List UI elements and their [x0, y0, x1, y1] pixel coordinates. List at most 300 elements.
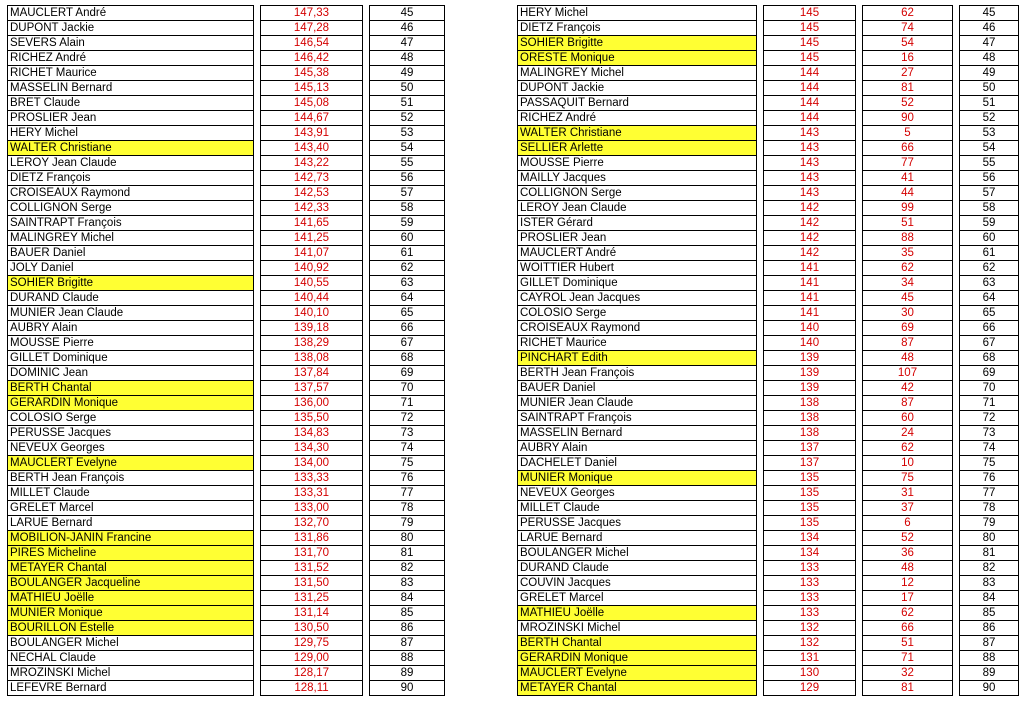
points-cell: 52: [863, 531, 953, 546]
column-gap: [757, 291, 764, 306]
rank-cell: 65: [960, 306, 1019, 321]
player-name: PASSAQUIT Bernard: [518, 96, 757, 111]
column-gap: [363, 81, 370, 96]
column-gap: [856, 186, 863, 201]
rank-cell: 62: [960, 261, 1019, 276]
column-gap: [363, 576, 370, 591]
points-cell: 75: [863, 471, 953, 486]
table-row: [518, 576, 1019, 591]
rank-cell: 58: [960, 201, 1019, 216]
player-name: [8, 576, 254, 591]
points-cell: 32: [863, 666, 953, 681]
table-row: [518, 66, 1019, 81]
column-gap: [856, 501, 863, 516]
player-name: WOITTIER Hubert: [518, 261, 757, 276]
rank-cell: 54: [960, 141, 1019, 156]
table-row: [518, 561, 1019, 576]
points-cell: 35: [863, 246, 953, 261]
rank-cell: 80: [370, 531, 445, 546]
column-gap: [254, 666, 261, 681]
column-gap: [757, 411, 764, 426]
column-gap: [757, 366, 764, 381]
score-cell: 134,00: [261, 456, 363, 471]
column-gap: [757, 276, 764, 291]
player-name: BERTH Jean François: [518, 366, 757, 381]
rank-cell: 84: [960, 591, 1019, 606]
points-cell: 10: [863, 456, 953, 471]
score-cell: 138: [764, 426, 856, 441]
player-name: [518, 681, 757, 696]
rank-cell: 63: [960, 276, 1019, 291]
highlighted-name: METAYER Chantal: [8, 561, 253, 575]
score-cell: 133,31: [261, 486, 363, 501]
score-cell: 141: [764, 276, 856, 291]
score-cell: 134,30: [261, 441, 363, 456]
column-gap: [363, 141, 370, 156]
table-row: [518, 96, 1019, 111]
rank-cell: 87: [370, 636, 445, 651]
column-gap: [363, 411, 370, 426]
score-cell: 145: [764, 21, 856, 36]
player-name: SAINTRAPT François: [8, 216, 254, 231]
rank-cell: 86: [960, 621, 1019, 636]
highlighted-name: MATHIEU Joëlle: [518, 606, 756, 620]
score-cell: 138: [764, 396, 856, 411]
rank-cell: 56: [370, 171, 445, 186]
player-name: PROSLIER Jean: [8, 111, 254, 126]
player-name: COLLIGNON Serge: [8, 201, 254, 216]
score-cell: 142: [764, 231, 856, 246]
column-gap: [254, 546, 261, 561]
column-gap: [757, 216, 764, 231]
column-gap: [757, 186, 764, 201]
player-name: RICHET Maurice: [8, 66, 254, 81]
column-gap: [953, 411, 960, 426]
column-gap: [363, 306, 370, 321]
score-cell: 135: [764, 471, 856, 486]
column-gap: [953, 351, 960, 366]
column-gap: [363, 261, 370, 276]
column-gap: [254, 471, 261, 486]
column-gap: [254, 81, 261, 96]
rank-cell: 51: [370, 96, 445, 111]
column-gap: [953, 141, 960, 156]
column-gap: [254, 336, 261, 351]
player-name: MOUSSE Pierre: [8, 336, 254, 351]
column-gap: [757, 561, 764, 576]
score-cell: 141,07: [261, 246, 363, 261]
table-row: [8, 486, 445, 501]
column-gap: [856, 441, 863, 456]
column-gap: [856, 321, 863, 336]
player-name: MAUCLERT André: [518, 246, 757, 261]
rank-cell: 50: [370, 81, 445, 96]
score-cell: 133: [764, 606, 856, 621]
player-name: MUNIER Jean Claude: [8, 306, 254, 321]
score-cell: 137: [764, 441, 856, 456]
column-gap: [363, 681, 370, 696]
player-name: MASSELIN Bernard: [518, 426, 757, 441]
highlighted-name: MAUCLERT Evelyne: [518, 666, 756, 680]
player-name: MALINGREY Michel: [8, 231, 254, 246]
score-cell: 132: [764, 636, 856, 651]
points-cell: 77: [863, 156, 953, 171]
rank-cell: 77: [370, 486, 445, 501]
rank-cell: 76: [960, 471, 1019, 486]
column-gap: [953, 66, 960, 81]
table-row: [518, 666, 1019, 681]
rank-cell: 75: [370, 456, 445, 471]
score-cell: 145: [764, 36, 856, 51]
table-row: [518, 336, 1019, 351]
player-name: MAILLY Jacques: [518, 171, 757, 186]
column-gap: [757, 51, 764, 66]
table-row: [518, 486, 1019, 501]
score-cell: 145: [764, 51, 856, 66]
player-name: PROSLIER Jean: [518, 231, 757, 246]
rank-cell: 62: [370, 261, 445, 276]
table-row: [518, 261, 1019, 276]
rank-cell: 79: [370, 516, 445, 531]
column-gap: [953, 96, 960, 111]
player-name: HERY Michel: [8, 126, 254, 141]
column-gap: [363, 96, 370, 111]
table-row: [8, 516, 445, 531]
column-gap: [363, 471, 370, 486]
rank-cell: 59: [960, 216, 1019, 231]
player-name: CROISEAUX Raymond: [518, 321, 757, 336]
player-name: MALINGREY Michel: [518, 66, 757, 81]
highlighted-name: BERTH Chantal: [518, 636, 756, 650]
rank-cell: 57: [960, 186, 1019, 201]
score-cell: 139,18: [261, 321, 363, 336]
points-cell: 30: [863, 306, 953, 321]
column-gap: [757, 246, 764, 261]
column-gap: [757, 231, 764, 246]
table-row: [8, 501, 445, 516]
column-gap: [757, 111, 764, 126]
player-name: GRELET Marcel: [8, 501, 254, 516]
score-cell: 144: [764, 111, 856, 126]
table-row: [518, 606, 1019, 621]
player-name: AUBRY Alain: [518, 441, 757, 456]
rank-cell: 52: [960, 111, 1019, 126]
score-cell: 131,50: [261, 576, 363, 591]
column-gap: [856, 141, 863, 156]
player-name: NEVEUX Georges: [8, 441, 254, 456]
column-gap: [856, 531, 863, 546]
column-gap: [363, 276, 370, 291]
column-gap: [757, 531, 764, 546]
player-name: [8, 621, 254, 636]
score-cell: 133: [764, 561, 856, 576]
rank-cell: 68: [370, 351, 445, 366]
column-gap: [363, 546, 370, 561]
column-gap: [757, 261, 764, 276]
column-gap: [856, 201, 863, 216]
column-gap: [856, 81, 863, 96]
table-row: [8, 261, 445, 276]
player-name: LEROY Jean Claude: [518, 201, 757, 216]
player-name: BOULANGER Michel: [518, 546, 757, 561]
rank-cell: 57: [370, 186, 445, 201]
column-gap: [856, 486, 863, 501]
column-gap: [757, 351, 764, 366]
column-gap: [254, 111, 261, 126]
column-gap: [953, 171, 960, 186]
player-name: MASSELIN Bernard: [8, 81, 254, 96]
rank-cell: 85: [370, 606, 445, 621]
score-cell: 131,86: [261, 531, 363, 546]
column-gap: [953, 231, 960, 246]
column-gap: [856, 471, 863, 486]
column-gap: [254, 291, 261, 306]
score-cell: 141,65: [261, 216, 363, 231]
column-gap: [254, 261, 261, 276]
column-gap: [953, 336, 960, 351]
player-name: DIETZ François: [518, 21, 757, 36]
highlighted-name: BOULANGER Jacqueline: [8, 576, 253, 590]
score-cell: 142: [764, 201, 856, 216]
highlighted-name: MUNIER Monique: [8, 606, 253, 620]
column-gap: [254, 201, 261, 216]
column-gap: [856, 366, 863, 381]
table-row: [518, 441, 1019, 456]
column-gap: [363, 201, 370, 216]
rank-cell: 84: [370, 591, 445, 606]
player-name: RICHET Maurice: [518, 336, 757, 351]
player-name: MAUCLERT André: [8, 6, 254, 21]
column-gap: [953, 381, 960, 396]
score-cell: 135: [764, 501, 856, 516]
points-cell: 42: [863, 381, 953, 396]
highlighted-name: BERTH Chantal: [8, 381, 253, 395]
column-gap: [254, 36, 261, 51]
column-gap: [757, 621, 764, 636]
column-gap: [953, 501, 960, 516]
column-gap: [254, 366, 261, 381]
highlighted-name: GERARDIN Monique: [518, 651, 756, 665]
rank-cell: 59: [370, 216, 445, 231]
column-gap: [254, 396, 261, 411]
column-gap: [953, 6, 960, 21]
table-row: [8, 276, 445, 291]
column-gap: [254, 561, 261, 576]
score-cell: 141,25: [261, 231, 363, 246]
column-gap: [856, 411, 863, 426]
player-name: SEVERS Alain: [8, 36, 254, 51]
rank-cell: 48: [370, 51, 445, 66]
column-gap: [254, 306, 261, 321]
score-cell: 139: [764, 351, 856, 366]
column-gap: [757, 306, 764, 321]
points-cell: 81: [863, 81, 953, 96]
column-gap: [363, 381, 370, 396]
score-cell: 143: [764, 156, 856, 171]
table-row: [8, 336, 445, 351]
highlighted-name: GERARDIN Monique: [8, 396, 253, 410]
table-row: [518, 531, 1019, 546]
rank-cell: 83: [960, 576, 1019, 591]
table-row: [518, 636, 1019, 651]
rank-cell: 48: [960, 51, 1019, 66]
rank-cell: 78: [960, 501, 1019, 516]
column-gap: [363, 531, 370, 546]
points-cell: 90: [863, 111, 953, 126]
player-name: BRET Claude: [8, 96, 254, 111]
points-cell: 81: [863, 681, 953, 696]
score-cell: 140,55: [261, 276, 363, 291]
points-cell: 71: [863, 651, 953, 666]
column-gap: [254, 621, 261, 636]
points-cell: 54: [863, 36, 953, 51]
player-name: [8, 561, 254, 576]
rank-cell: 47: [370, 36, 445, 51]
column-gap: [757, 381, 764, 396]
player-name: CROISEAUX Raymond: [8, 186, 254, 201]
highlighted-name: WALTER Christiane: [518, 126, 756, 140]
highlighted-name: MUNIER Monique: [518, 471, 756, 485]
column-gap: [856, 51, 863, 66]
column-gap: [856, 546, 863, 561]
rank-cell: 78: [370, 501, 445, 516]
rank-cell: 89: [370, 666, 445, 681]
column-gap: [856, 111, 863, 126]
points-cell: 24: [863, 426, 953, 441]
table-row: [8, 411, 445, 426]
player-name: DOMINIC Jean: [8, 366, 254, 381]
score-cell: 132: [764, 621, 856, 636]
table-row: [8, 66, 445, 81]
points-cell: 12: [863, 576, 953, 591]
column-gap: [254, 21, 261, 36]
column-gap: [757, 66, 764, 81]
column-gap: [856, 606, 863, 621]
column-gap: [363, 21, 370, 36]
score-cell: 141: [764, 261, 856, 276]
player-name: [8, 381, 254, 396]
table-row: [8, 366, 445, 381]
score-cell: 137,57: [261, 381, 363, 396]
rank-cell: 47: [960, 36, 1019, 51]
player-name: [8, 546, 254, 561]
column-gap: [363, 426, 370, 441]
score-cell: 144: [764, 81, 856, 96]
rank-cell: 77: [960, 486, 1019, 501]
player-name: GILLET Dominique: [518, 276, 757, 291]
score-cell: 139: [764, 366, 856, 381]
player-name: [518, 351, 757, 366]
score-cell: 143,40: [261, 141, 363, 156]
highlighted-name: SELLIER Arlette: [518, 141, 756, 155]
table-row: [518, 291, 1019, 306]
column-gap: [757, 126, 764, 141]
column-gap: [953, 441, 960, 456]
highlighted-name: MOBILION-JANIN Francine: [8, 531, 253, 545]
rank-cell: 67: [960, 336, 1019, 351]
rank-cell: 88: [960, 651, 1019, 666]
score-cell: 129,00: [261, 651, 363, 666]
column-gap: [757, 141, 764, 156]
table-row: [8, 606, 445, 621]
table-row: [518, 231, 1019, 246]
points-cell: 51: [863, 636, 953, 651]
column-gap: [757, 336, 764, 351]
rank-cell: 70: [960, 381, 1019, 396]
table-row: [8, 51, 445, 66]
score-cell: 132,70: [261, 516, 363, 531]
table-row: [8, 396, 445, 411]
column-gap: [953, 636, 960, 651]
points-cell: 87: [863, 396, 953, 411]
column-gap: [757, 546, 764, 561]
score-cell: 143: [764, 141, 856, 156]
player-name: MILLET Claude: [518, 501, 757, 516]
table-row: [8, 621, 445, 636]
column-gap: [254, 456, 261, 471]
column-gap: [953, 156, 960, 171]
table-row: [518, 681, 1019, 696]
rank-cell: 90: [960, 681, 1019, 696]
score-cell: 146,54: [261, 36, 363, 51]
column-gap: [254, 96, 261, 111]
table-row: [518, 156, 1019, 171]
column-gap: [254, 51, 261, 66]
highlighted-name: PIRES Micheline: [8, 546, 253, 560]
column-gap: [856, 621, 863, 636]
column-gap: [254, 66, 261, 81]
score-cell: 144: [764, 66, 856, 81]
score-cell: 138,08: [261, 351, 363, 366]
score-cell: 145,13: [261, 81, 363, 96]
table-row: [518, 621, 1019, 636]
score-cell: 133,00: [261, 501, 363, 516]
rank-cell: 90: [370, 681, 445, 696]
player-name: BAUER Daniel: [8, 246, 254, 261]
column-gap: [953, 591, 960, 606]
column-gap: [953, 396, 960, 411]
rank-cell: 54: [370, 141, 445, 156]
rank-cell: 75: [960, 456, 1019, 471]
score-cell: 131,52: [261, 561, 363, 576]
column-gap: [953, 111, 960, 126]
highlighted-name: PINCHART Edith: [518, 351, 756, 365]
player-name: [8, 456, 254, 471]
player-name: COLOSIO Serge: [8, 411, 254, 426]
score-cell: 135: [764, 486, 856, 501]
highlighted-name: SOHIER Brigitte: [8, 276, 253, 290]
column-gap: [363, 651, 370, 666]
table-row: [8, 246, 445, 261]
rank-cell: 79: [960, 516, 1019, 531]
rank-cell: 71: [960, 396, 1019, 411]
table-row: [518, 276, 1019, 291]
points-cell: 66: [863, 141, 953, 156]
column-gap: [757, 201, 764, 216]
points-cell: 48: [863, 351, 953, 366]
column-gap: [953, 276, 960, 291]
column-gap: [856, 636, 863, 651]
column-gap: [363, 51, 370, 66]
column-gap: [254, 591, 261, 606]
column-gap: [856, 516, 863, 531]
points-cell: 34: [863, 276, 953, 291]
table-row: [8, 216, 445, 231]
table-row: [518, 651, 1019, 666]
rank-cell: 52: [370, 111, 445, 126]
score-cell: 131,14: [261, 606, 363, 621]
column-gap: [363, 6, 370, 21]
